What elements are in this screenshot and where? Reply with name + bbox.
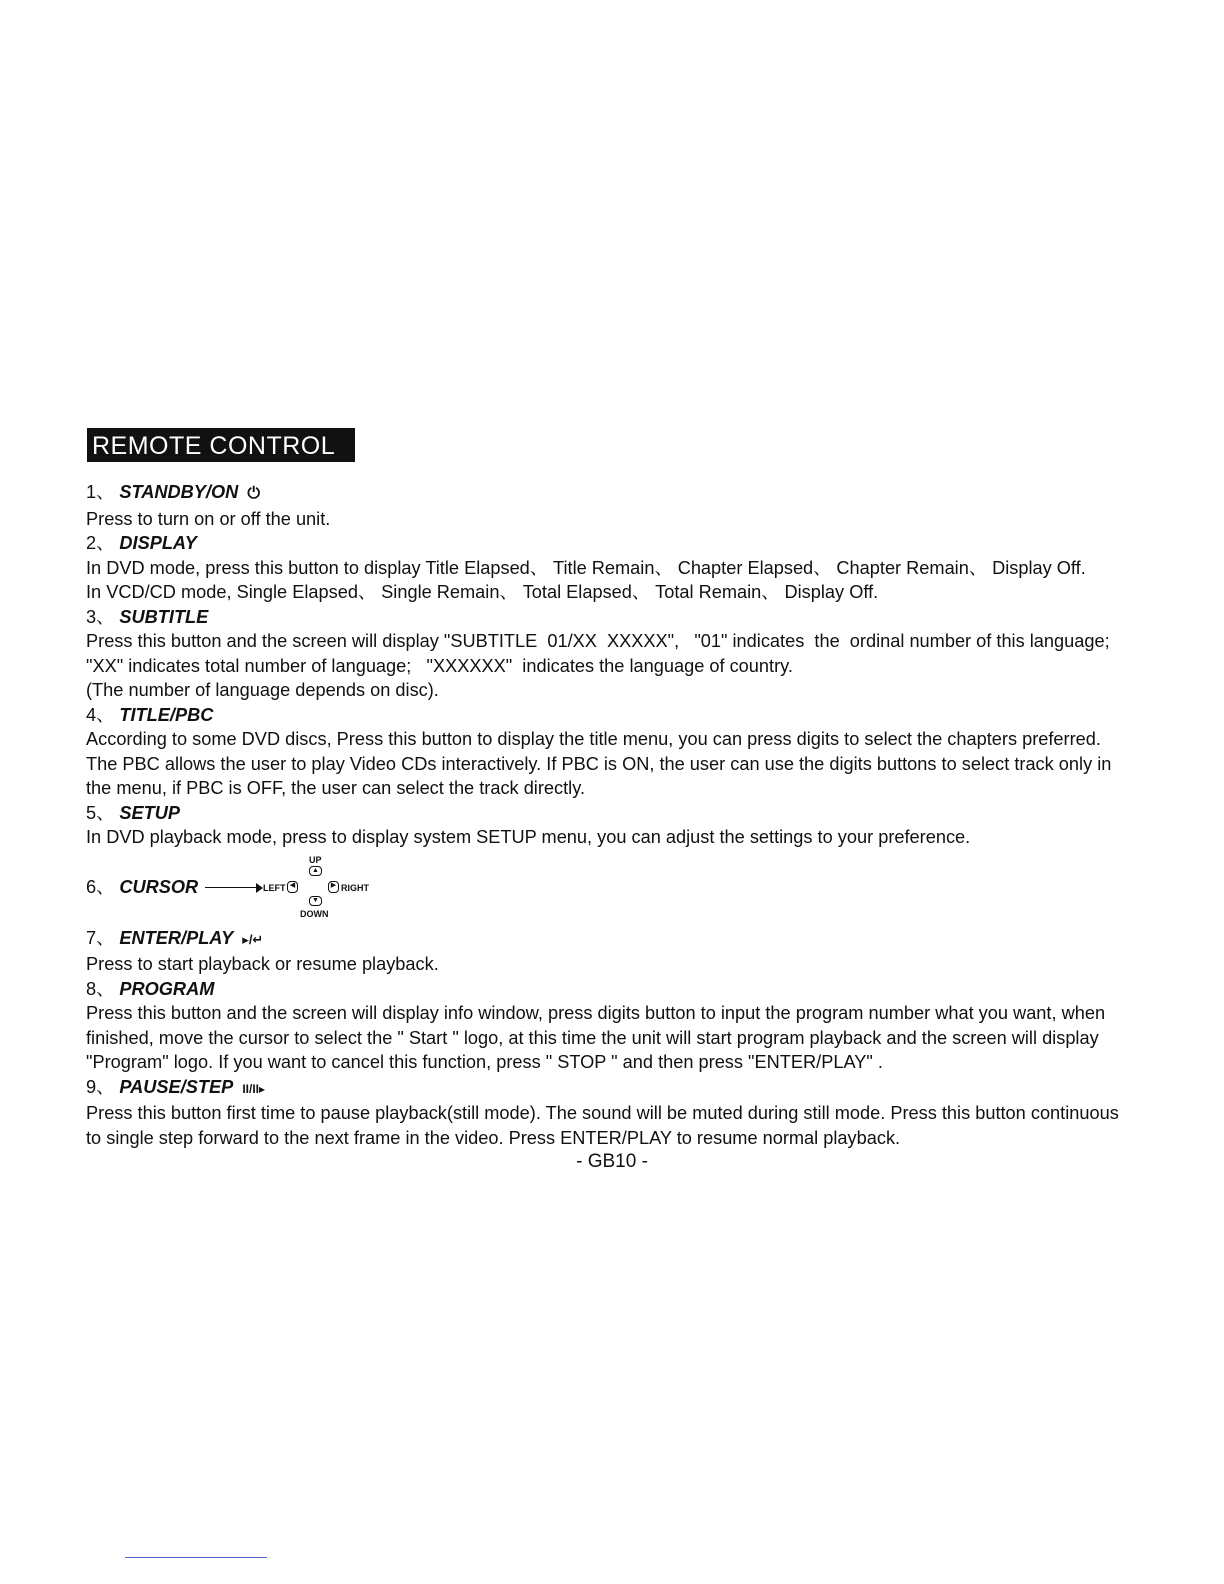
heading-number: 9、: [86, 1076, 115, 1097]
arrow-right-icon: [256, 883, 263, 893]
description-line: Press this button and the screen will display info window, press digits button to input the program number what you want, when: [86, 1003, 1106, 1023]
description-line: Press to turn on or off the unit.: [86, 508, 331, 529]
power-icon: ⏻: [247, 485, 260, 502]
description-line: According to some DVD discs, Press this button to display the title menu, you can press digits to select the chapters preferred.: [86, 729, 1101, 749]
heading-number: 5、: [86, 802, 115, 823]
heading-number: 3、: [86, 606, 115, 627]
heading-title: CURSOR: [119, 876, 199, 897]
heading-setup: [86, 801, 1216, 826]
description-line: "Program" logo. If you want to cancel this function, press " STOP " and then press "ENTER/PLAY" .: [86, 1052, 883, 1072]
description-line: In DVD playback mode, press to display system SETUP menu, you can adjust the settings to your preference.: [86, 827, 971, 847]
description-line: Press this button first time to pause playback(still mode). The sound will be muted during still mode. Press this button continuous: [86, 1103, 1119, 1123]
heading-standby: [86, 480, 1216, 507]
heading-title: TITLE/PBC: [119, 704, 214, 725]
heading-cursor: [86, 875, 198, 900]
description-line: The PBC allows the user to play Video CDs interactively. If PBC is ON, the user can use the digits buttons to select track only in: [86, 753, 1112, 774]
heading-title: ENTER/PLAY: [119, 927, 234, 948]
down-arrow-key-icon: ▼: [309, 896, 322, 906]
pause-step-icon: II/II▸: [242, 1081, 266, 1096]
heading-number: 8、: [86, 978, 115, 999]
description-line: "XX" indicates total number of language; "XXXXXX" indicates the language of country.: [86, 655, 793, 676]
description-line: the menu, if PBC is OFF, the user can select the track directly.: [86, 778, 585, 798]
description-line: In VCD/CD mode, Single Elapsed、 Single Remain、 Total Elapsed、 Total Remain、 Display Off.: [86, 582, 879, 602]
arrow-line: [205, 887, 258, 889]
heading-number: 4、: [86, 704, 115, 725]
right-arrow-key-icon: ▶: [328, 881, 339, 893]
heading-title: PROGRAM: [119, 978, 215, 999]
description-line: Press this button and the screen will display "SUBTITLE 01/XX XXXXX", "01" indicates the ordinal number of this language;: [86, 631, 1110, 651]
down-label: DOWN: [300, 908, 329, 919]
heading-enter-play: [86, 926, 1216, 953]
heading-number: 2、: [86, 533, 115, 553]
heading-title-pbc: [86, 703, 1216, 728]
page-number: - GB10 -: [576, 1151, 648, 1172]
heading-pause-step: [86, 1075, 1216, 1102]
left-label: LEFT: [263, 882, 286, 893]
heading-number: 7、: [86, 927, 115, 948]
heading-number: 1、: [86, 482, 115, 502]
description-line: finished, move the cursor to select the " Start " logo, at this time the unit will start program playback and the screen will display: [86, 1027, 1099, 1048]
heading-title: DISPLAY: [119, 533, 197, 553]
up-label: UP: [309, 854, 322, 865]
heading-program: [86, 977, 1216, 1002]
description-line: In DVD mode, press this button to display Title Elapsed、 Title Remain、 Chapter Elapsed、 Chapter Remain、 Display Off.: [86, 557, 1086, 578]
up-arrow-key-icon: ▲: [309, 866, 322, 876]
description-line: Press to start playback or resume playback.: [86, 954, 439, 974]
heading-display: [86, 531, 1216, 556]
heading-title: SETUP: [119, 802, 181, 823]
section-header: REMOTE CONTROL: [87, 428, 355, 462]
heading-title: SUBTITLE: [119, 606, 209, 627]
heading-title: PAUSE/STEP: [119, 1076, 234, 1097]
play-enter-icon: ▸/↵: [242, 931, 264, 947]
left-arrow-key-icon: ◀: [287, 881, 298, 893]
right-label: RIGHT: [341, 882, 369, 893]
description-line: (The number of language depends on disc).: [86, 680, 439, 700]
description-line: to single step forward to the next frame in the video. Press ENTER/PLAY to resume normal playback.: [86, 1127, 901, 1148]
heading-number: 6、: [86, 876, 115, 897]
heading-subtitle: [86, 605, 1216, 630]
cursor-diagram: [86, 852, 1216, 926]
heading-title: STANDBY/ON: [119, 482, 239, 502]
remote-control-content: [86, 480, 1216, 1150]
decorative-underline: [125, 1557, 267, 1558]
